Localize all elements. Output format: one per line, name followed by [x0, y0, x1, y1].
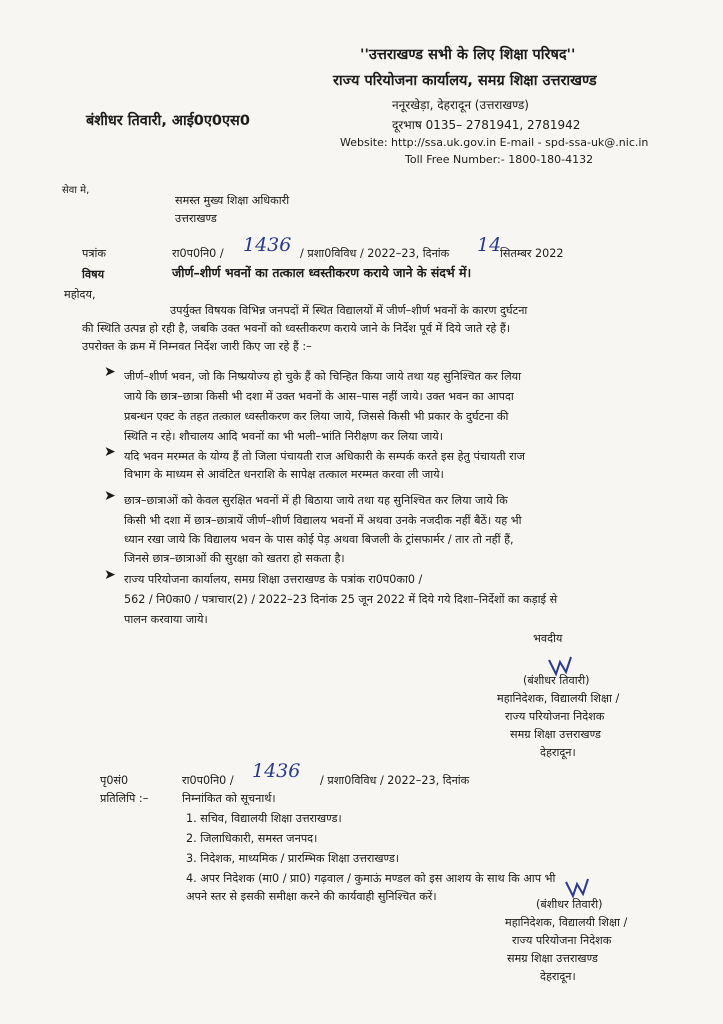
patrank-suffix: / प्रशा0विविध / 2022–23, दिनांक: [300, 247, 450, 260]
seva-me: सेवा मे,: [62, 185, 90, 196]
sig1-title-2: राज्य परियोजना निदेशक: [505, 710, 605, 723]
patrank-month: सितम्बर 2022: [500, 247, 564, 260]
patrank-number: 1436: [243, 234, 292, 256]
point-1-line-2: जाये कि छात्र–छात्रा किसी भी दशा में उक्त भवनों के आस–पास नहीं जाये। उक्त भवन का आपदा: [124, 390, 514, 403]
bullet-arrow-icon: ➤: [104, 364, 116, 380]
point-1-line-1: जीर्ण–शीर्ण भवन, जो कि निष्प्रयोज्य हो चुके हैं को चिन्हित किया जाये तथा यह सुनिश्चित कर लिया: [124, 370, 522, 383]
header-address: ननूरखेड़ा, देहरादून (उत्तराखण्ड): [392, 98, 529, 112]
point-3-line-2: किसी भी दशा में छात्र–छात्रायें जीर्ण–शीर्ण विद्यालय भवनों में अथवा उनके नजदीक नहीं बैठें। यह भी: [124, 514, 522, 527]
patrank-prefix: रा0प0नि0 /: [172, 247, 224, 260]
sig1-name: (बंशीधर तिवारी): [523, 674, 590, 687]
patrank-day: 14: [477, 234, 502, 256]
point-4-line-1: राज्य परियोजना कार्यालय, समग्र शिक्षा उत्तराखण्ड के पत्रांक रा0प0का0 /: [124, 573, 423, 586]
point-1-line-4: स्थिति न रहे। शौचालय आदि भवनों का भी भली–भांति निरीक्षण कर लिया जाये।: [124, 430, 444, 443]
recipient-to: समस्त मुख्य शिक्षा अधिकारी: [175, 194, 290, 207]
header-tagline: ''उत्तराखण्ड सभी के लिए शिक्षा परिषद'': [360, 47, 576, 63]
bullet-arrow-icon: ➤: [104, 444, 116, 460]
point-4-line-3: पालन करवाया जाये।: [124, 613, 208, 626]
point-3-line-1: छात्र–छात्राओं को केवल सुरक्षित भवनों में ही बिठाया जाये तथा यह सुनिश्चित कर लिया जाये कि: [124, 494, 508, 507]
sig2-title-2: राज्य परियोजना निदेशक: [512, 934, 612, 947]
copy-item-2: 2. जिलाधिकारी, समस्त जनपद।: [186, 832, 318, 845]
closing: भवदीय: [533, 632, 563, 645]
copy-item-4-cont: अपने स्तर से इसकी समीक्षा करने की कार्यवाही सुनिश्चित करें।: [186, 890, 437, 903]
sig1-title-1: महानिदेशक, विद्यालयी शिक्षा /: [497, 692, 620, 705]
point-2-line-1: यदि भवन मरम्मत के योग्य हैं तो जिला पंचायती राज अधिकारी के सम्पर्क करते इस हेतु पंचायती राज: [124, 450, 525, 463]
point-2-line-2: विभाग के माध्यम से आवंटित धनराशि के सापेक्ष तत्काल मरम्मत करवा ली जाये।: [124, 468, 444, 481]
subject-text: जीर्ण–शीर्ण भवनों का तत्काल ध्वस्तीकरण कराये जाने के संदर्भ में।: [172, 265, 472, 280]
sig2-title-3: समग्र शिक्षा उत्तराखण्ड: [507, 952, 598, 965]
subject-label: विषय: [82, 268, 105, 281]
point-3-line-3: ध्यान रखा जाये कि विद्यालय भवन के पास कोई पेड़ अथवा बिजली के ट्रांसफार्मर / तार तो नहीं हैं,: [124, 533, 514, 546]
bullet-arrow-icon: ➤: [104, 567, 116, 583]
copy-item-3: 3. निदेशक, माध्यमिक / प्रारम्भिक शिक्षा उत्तराखण्ड।: [186, 852, 400, 865]
copy-ps-label: पृ0सं0: [100, 774, 129, 787]
sig1-title-4: देहरादून।: [540, 746, 576, 759]
header-tollfree: Toll Free Number:- 1800-180-4132: [405, 153, 594, 166]
copy-item-4: 4. अपर निदेशक (मा0 / प्रा0) गढ़वाल / कुमाऊं मण्डल को इस आशय के साथ कि आप भी: [186, 872, 556, 885]
header-website: Website: http://ssa.uk.gov.in E-mail - spd-ssa-uk@.nic.in: [340, 136, 649, 149]
intro-line-2: की स्थिति उत्पन्न हो रही है, जबकि उक्त भवनों को ध्वस्तीकरण कराये जाने के निर्देश पूर्व में दिये जाते रहे हैं।: [82, 322, 511, 335]
point-4-line-2: 562 / नि0का0 / पत्राचार(2) / 2022–23 दिनांक 25 जून 2022 में दिये गये दिशा–निर्देशों का कड़ाई से: [124, 593, 558, 606]
copy-item-1: 1. सचिव, विद्यालयी शिक्षा उत्तराखण्ड।: [186, 812, 342, 825]
header-phone: दूरभाष 0135– 2781941, 2781942: [392, 118, 581, 132]
patrank-label: पत्रांक: [82, 247, 107, 260]
sig1-title-3: समग्र शिक्षा उत्तराखण्ड: [510, 728, 601, 741]
intro-line-1: उपर्युक्त विषयक विभिन्न जनपदों में स्थित विद्यालयों में जीर्ण–शीर्ण भवनों के कारण दुर्घटना: [170, 304, 528, 317]
copy-prati-label: प्रतिलिपि :–: [100, 792, 149, 805]
copy-suffix: / प्रशा0विविध / 2022–23, दिनांक: [320, 774, 470, 787]
salutation: महोदय,: [64, 288, 96, 301]
copy-number: 1436: [252, 760, 301, 782]
sig2-title-1: महानिदेशक, विद्यालयी शिक्षा /: [505, 916, 628, 929]
point-1-line-3: प्रबन्धन एक्ट के तहत तत्काल ध्वस्तीकरण कर लिया जाये, जिससे किसी भी प्रकार के दुर्घटना की: [124, 410, 509, 423]
sig2-title-4: देहरादून।: [540, 970, 576, 983]
copy-prefix: रा0प0नि0 /: [182, 774, 234, 787]
intro-line-3: उपरोक्त के क्रम में निम्नवत निर्देश जारी किए जा रहे हैं :–: [82, 340, 312, 353]
recipient-place: उत्तराखण्ड: [175, 212, 217, 225]
header-office: राज्य परियोजना कार्यालय, समग्र शिक्षा उत्तराखण्ड: [333, 73, 597, 89]
point-3-line-4: जिनसे छात्र–छात्राओं की सुरक्षा को खतरा हो सकता है।: [124, 552, 345, 565]
sig2-name: (बंशीधर तिवारी): [536, 898, 603, 911]
bullet-arrow-icon: ➤: [104, 488, 116, 504]
sender-name: बंशीधर तिवारी, आई0ए0एस0: [86, 113, 250, 129]
copy-intro: निम्नांकित को सूचनार्थ।: [182, 792, 276, 805]
